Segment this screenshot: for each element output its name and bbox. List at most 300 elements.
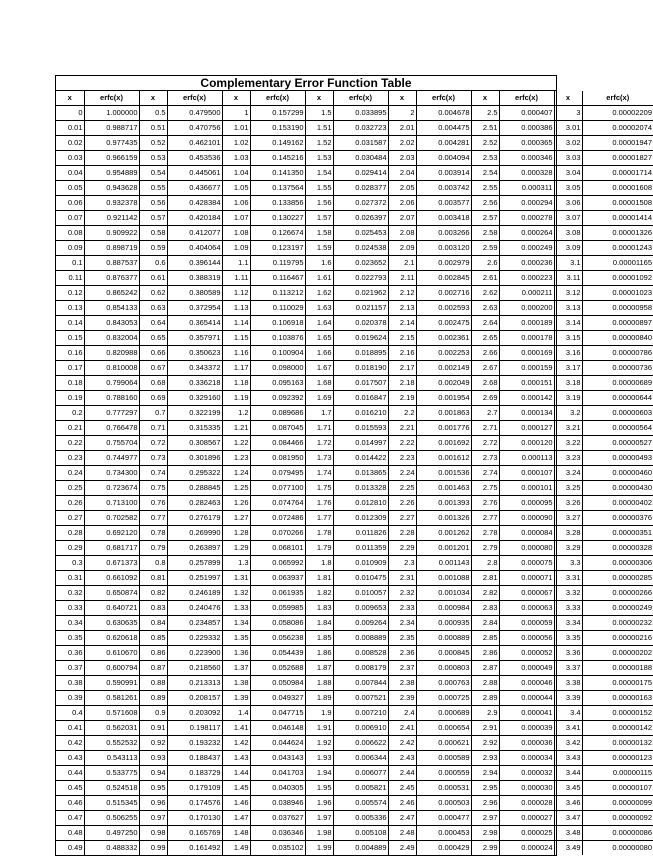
x-cell: 1.96 [305,796,333,811]
x-cell: 2.5 [471,106,499,121]
erfc-value-cell: 0.188437 [167,751,222,766]
x-cell: 3.43 [554,751,582,766]
x-cell: 2.16 [388,346,416,361]
x-cell: 1.44 [222,766,250,781]
table-row [56,841,653,856]
x-cell: 0.36 [56,646,84,661]
erfc-value-cell: 0.001776 [416,421,471,436]
x-cell: 0.24 [56,466,84,481]
x-cell: 0.18 [56,376,84,391]
table-row [56,421,653,436]
erfc-value-cell: 0.00000107 [582,781,653,796]
x-cell: 1.03 [222,151,250,166]
x-cell: 3.34 [554,616,582,631]
erfc-value-cell: 0.000725 [416,691,471,706]
x-cell: 2.06 [388,196,416,211]
erfc-value-cell: 0.021157 [333,301,388,316]
erfc-value-cell: 0.037627 [250,811,305,826]
x-cell: 2.88 [471,676,499,691]
erfc-value-cell: 0.001201 [416,541,471,556]
x-cell: 1.6 [305,256,333,271]
erfc-value-cell: 0.018895 [333,346,388,361]
erfc-value-cell: 0.038946 [250,796,305,811]
erfc-value-cell: 0.027372 [333,196,388,211]
erfc-value-cell: 0.002149 [416,361,471,376]
x-cell: 0.41 [56,721,84,736]
table-row [56,481,653,496]
erfc-value-cell: 0.966159 [84,151,139,166]
x-cell: 1.09 [222,241,250,256]
erfc-value-cell: 0.932378 [84,196,139,211]
erfc-value-cell: 0.876377 [84,271,139,286]
erfc-value-cell: 0.022793 [333,271,388,286]
x-cell: 1.54 [305,166,333,181]
x-cell: 1.59 [305,241,333,256]
table-row [56,496,653,511]
erfc-value-cell: 0.161492 [167,841,222,856]
x-cell: 2.44 [388,766,416,781]
x-cell: 2.15 [388,331,416,346]
erfc-value-cell: 0.056238 [250,631,305,646]
x-cell: 1.55 [305,181,333,196]
x-cell: 2.61 [471,271,499,286]
x-cell: 2.9 [471,706,499,721]
erfc-value-cell: 0.810008 [84,361,139,376]
erfc-value-cell: 0.001692 [416,436,471,451]
x-cell: 0.86 [139,646,167,661]
x-cell: 2.85 [471,631,499,646]
erfc-value-cell: 0.002049 [416,376,471,391]
erfc-value-cell: 0.388319 [167,271,222,286]
erfc-value-cell: 0.000151 [499,376,554,391]
erfc-value-cell: 0.000127 [499,421,554,436]
erfc-value-cell: 0.00000603 [582,406,653,421]
x-cell: 1.04 [222,166,250,181]
x-cell: 2.75 [471,481,499,496]
x-cell: 2.27 [388,511,416,526]
erfc-value-cell: 0.087045 [250,421,305,436]
erfc-value-cell: 0.766478 [84,421,139,436]
erfc-value-cell: 0.00000493 [582,451,653,466]
erfc-value-cell: 0.046148 [250,721,305,736]
x-cell: 0.56 [139,196,167,211]
x-cell: 0.13 [56,301,84,316]
erfc-value-cell: 0.00000430 [582,481,653,496]
column-header-erfc: erfc(x) [582,91,653,106]
x-cell: 1.06 [222,196,250,211]
erfc-value-cell: 0.00000564 [582,421,653,436]
x-cell: 2.99 [471,841,499,856]
x-cell: 2.04 [388,166,416,181]
erfc-value-cell: 0.640721 [84,601,139,616]
x-cell: 2.02 [388,136,416,151]
x-cell: 2.59 [471,241,499,256]
x-cell: 0.5 [139,106,167,121]
x-cell: 3.4 [554,706,582,721]
x-cell: 0.31 [56,571,84,586]
erfc-value-cell: 0.003742 [416,181,471,196]
x-cell: 2.97 [471,811,499,826]
erfc-value-cell: 0.065992 [250,556,305,571]
x-cell: 3.36 [554,646,582,661]
x-cell: 1.37 [222,661,250,676]
x-cell: 0.35 [56,631,84,646]
x-cell: 0.88 [139,676,167,691]
x-cell: 1.93 [305,751,333,766]
erfc-value-cell: 0.002475 [416,316,471,331]
erfc-value-cell: 0.350623 [167,346,222,361]
erfc-value-cell: 0.183729 [167,766,222,781]
x-cell: 1.62 [305,286,333,301]
x-cell: 2.79 [471,541,499,556]
erfc-value-cell: 0.552532 [84,736,139,751]
erfc-value-cell: 0.000034 [499,751,554,766]
erfc-value-cell: 0.00000306 [582,556,653,571]
erfc-value-cell: 0.130227 [250,211,305,226]
erfc-value-cell: 0.315335 [167,421,222,436]
x-cell: 0.75 [139,481,167,496]
erfc-value-cell: 0.357971 [167,331,222,346]
erfc-value-cell: 0.009264 [333,616,388,631]
x-cell: 1.29 [222,541,250,556]
x-cell: 3.06 [554,196,582,211]
erfc-value-cell: 0.000346 [499,151,554,166]
x-cell: 1.71 [305,421,333,436]
x-cell: 1.02 [222,136,250,151]
x-cell: 2.78 [471,526,499,541]
x-cell: 2.91 [471,721,499,736]
x-cell: 0.09 [56,241,84,256]
x-cell: 1.52 [305,136,333,151]
table-row [56,526,653,541]
erfc-value-cell: 0.001143 [416,556,471,571]
x-cell: 1.1 [222,256,250,271]
x-cell: 0.68 [139,376,167,391]
erfc-value-cell: 0.077100 [250,481,305,496]
x-cell: 2.63 [471,301,499,316]
erfc-value-cell: 0.000063 [499,601,554,616]
erfc-value-cell: 0.103876 [250,331,305,346]
x-cell: 0.11 [56,271,84,286]
x-cell: 1.99 [305,841,333,856]
erfc-value-cell: 0.000036 [499,736,554,751]
erfc-value-cell: 0.003120 [416,241,471,256]
x-cell: 0.87 [139,661,167,676]
erfc-value-cell: 0.002593 [416,301,471,316]
erfc-value-cell: 0.832004 [84,331,139,346]
x-cell: 2.41 [388,721,416,736]
x-cell: 1.63 [305,301,333,316]
x-cell: 3.04 [554,166,582,181]
table-row [56,736,653,751]
table-row [56,706,653,721]
x-cell: 0.71 [139,421,167,436]
erfc-value-cell: 0.000056 [499,631,554,646]
erfc-value-cell: 0.016847 [333,391,388,406]
x-cell: 2.36 [388,646,416,661]
x-cell: 1.4 [222,706,250,721]
x-cell: 2.1 [388,256,416,271]
erfc-value-cell: 0.479500 [167,106,222,121]
table-row [56,511,653,526]
erfc-value-cell: 0.470756 [167,121,222,136]
erfc-value-cell: 0.820988 [84,346,139,361]
x-cell: 3.17 [554,361,582,376]
erfc-value-cell: 0.921142 [84,211,139,226]
erfc-value-cell: 0.010909 [333,556,388,571]
x-cell: 2.55 [471,181,499,196]
x-cell: 1.68 [305,376,333,391]
erfc-value-cell: 0.671373 [84,556,139,571]
erfc-value-cell: 0.650874 [84,586,139,601]
x-cell: 1.15 [222,331,250,346]
table-row [56,796,653,811]
erfc-value-cell: 0.00001243 [582,241,653,256]
x-cell: 2.67 [471,361,499,376]
x-cell: 2.64 [471,316,499,331]
table-row [56,121,653,136]
x-cell: 0.22 [56,436,84,451]
erfc-value-cell: 0.00000689 [582,376,653,391]
erfc-value-cell: 0.025453 [333,226,388,241]
erfc-value-cell: 0.008179 [333,661,388,676]
erfc-value-cell: 0.000067 [499,586,554,601]
erfc-value-cell: 0.412077 [167,226,222,241]
x-cell: 0.67 [139,361,167,376]
x-cell: 3.03 [554,151,582,166]
erfc-value-cell: 0.000032 [499,766,554,781]
x-cell: 0.01 [56,121,84,136]
erfc-value-cell: 0.113212 [250,286,305,301]
x-cell: 0.55 [139,181,167,196]
erfc-value-cell: 0.017507 [333,376,388,391]
erfc-value-cell: 0.015593 [333,421,388,436]
x-cell: 0.16 [56,346,84,361]
table-row [56,316,653,331]
erfc-value-cell: 0.001326 [416,511,471,526]
erfc-value-cell: 0.00000202 [582,646,653,661]
erfc-value-cell: 0.661092 [84,571,139,586]
column-header-x: x [56,91,84,106]
x-cell: 0.21 [56,421,84,436]
x-cell: 1.36 [222,646,250,661]
erfc-value-cell: 0.282463 [167,496,222,511]
erfc-value-cell: 0.00001092 [582,271,653,286]
x-cell: 1.95 [305,781,333,796]
x-cell: 3.05 [554,181,582,196]
x-cell: 3.14 [554,316,582,331]
erfc-value-cell: 0.453536 [167,151,222,166]
erfc-value-cell: 0.059985 [250,601,305,616]
x-cell: 2.92 [471,736,499,751]
erfc-value-cell: 0.000689 [416,706,471,721]
erfc-value-cell: 0.052688 [250,661,305,676]
x-cell: 0.49 [56,841,84,856]
erfc-value-cell: 0.000236 [499,256,554,271]
x-cell: 1.3 [222,556,250,571]
erfc-value-cell: 0.003577 [416,196,471,211]
x-cell: 2.84 [471,616,499,631]
x-cell: 2.28 [388,526,416,541]
x-cell: 0.57 [139,211,167,226]
x-cell: 2.12 [388,286,416,301]
erfc-value-cell: 0.734300 [84,466,139,481]
table-row [56,136,653,151]
table-row [56,781,653,796]
erfc-value-cell: 0.000200 [499,301,554,316]
erfc-value-cell: 0.000113 [499,451,554,466]
table-row [56,661,653,676]
x-cell: 2.43 [388,751,416,766]
erfc-value-cell: 0.000803 [416,661,471,676]
erfc-value-cell: 0.00000840 [582,331,653,346]
erfc-value-cell: 0.00000376 [582,511,653,526]
table-row [56,676,653,691]
column-header-x: x [222,91,250,106]
erfc-value-cell: 0.692120 [84,526,139,541]
erfc-value-cell: 0.000621 [416,736,471,751]
x-cell: 0.96 [139,796,167,811]
x-cell: 0.97 [139,811,167,826]
x-cell: 1.19 [222,391,250,406]
erfc-value-cell: 0.058086 [250,616,305,631]
table-row [56,406,653,421]
erfc-table [56,91,653,855]
erfc-value-cell: 0.004475 [416,121,471,136]
erfc-value-cell: 0.777297 [84,406,139,421]
table-row [56,571,653,586]
erfc-value-cell: 0.070266 [250,526,305,541]
table-row [56,301,653,316]
erfc-value-cell: 0.269990 [167,526,222,541]
erfc-value-cell: 0.008528 [333,646,388,661]
erfc-value-cell: 0.898719 [84,241,139,256]
erfc-value-cell: 0.00000897 [582,316,653,331]
table-row [56,241,653,256]
x-cell: 2.3 [388,556,416,571]
erfc-value-cell: 0.00000736 [582,361,653,376]
x-cell: 1.51 [305,121,333,136]
x-cell: 2.26 [388,496,416,511]
x-cell: 1.67 [305,361,333,376]
erfc-value-cell: 0.288845 [167,481,222,496]
erfc-value-cell: 0.00001947 [582,136,653,151]
erfc-value-cell: 0.133856 [250,196,305,211]
x-cell: 1.89 [305,691,333,706]
x-cell: 3.02 [554,136,582,151]
table-row [56,286,653,301]
x-cell: 2.01 [388,121,416,136]
x-cell: 3.41 [554,721,582,736]
x-cell: 1.53 [305,151,333,166]
erfc-value-cell: 0.011826 [333,526,388,541]
erfc-value-cell: 0.000845 [416,646,471,661]
x-cell: 0.3 [56,556,84,571]
x-cell: 1.11 [222,271,250,286]
erfc-value-cell: 0.000080 [499,541,554,556]
erfc-value-cell: 0.428384 [167,196,222,211]
erfc-value-cell: 0.000249 [499,241,554,256]
column-header-erfc: erfc(x) [84,91,139,106]
x-cell: 2.66 [471,346,499,361]
erfc-value-cell: 0.562031 [84,721,139,736]
erfc-value-cell: 0.445061 [167,166,222,181]
erfc-value-cell: 0.023652 [333,256,388,271]
x-cell: 0.54 [139,166,167,181]
erfc-value-cell: 0.174576 [167,796,222,811]
x-cell: 3.12 [554,286,582,301]
erfc-value-cell: 0.000477 [416,811,471,826]
erfc-value-cell: 0.014422 [333,451,388,466]
x-cell: 0.92 [139,736,167,751]
x-cell: 2.58 [471,226,499,241]
erfc-value-cell: 0.000095 [499,496,554,511]
x-cell: 0.58 [139,226,167,241]
x-cell: 2.24 [388,466,416,481]
x-cell: 2.31 [388,571,416,586]
x-cell: 1.43 [222,751,250,766]
table-row [56,346,653,361]
x-cell: 2.51 [471,121,499,136]
erfc-value-cell: 0.002716 [416,286,471,301]
x-cell: 0.79 [139,541,167,556]
x-cell: 2.57 [471,211,499,226]
table-row [56,331,653,346]
x-cell: 1.08 [222,226,250,241]
erfc-value-cell: 0.012810 [333,496,388,511]
erfc-value-cell: 0.00001827 [582,151,653,166]
x-cell: 3.32 [554,586,582,601]
x-cell: 1.77 [305,511,333,526]
x-cell: 0.43 [56,751,84,766]
x-cell: 2.35 [388,631,416,646]
erfc-value-cell: 0.887537 [84,256,139,271]
erfc-value-cell: 0.00001608 [582,181,653,196]
column-header-erfc: erfc(x) [250,91,305,106]
x-cell: 2.56 [471,196,499,211]
erfc-value-cell: 0.000142 [499,391,554,406]
erfc-value-cell: 0.092392 [250,391,305,406]
x-cell: 0.39 [56,691,84,706]
erfc-value-cell: 0.004281 [416,136,471,151]
x-cell: 2.32 [388,586,416,601]
erfc-value-cell: 0.126674 [250,226,305,241]
x-cell: 2.74 [471,466,499,481]
erfc-value-cell: 0.002361 [416,331,471,346]
erfc-value-cell: 0.000531 [416,781,471,796]
erfc-value-cell: 0.00000249 [582,601,653,616]
erfc-value-cell: 0.084466 [250,436,305,451]
table-row [56,151,653,166]
erfc-value-cell: 0.788160 [84,391,139,406]
x-cell: 0.1 [56,256,84,271]
erfc-value-cell: 0.263897 [167,541,222,556]
erfc-value-cell: 0.006622 [333,736,388,751]
erfc-value-cell: 0.000046 [499,676,554,691]
erfc-value-cell: 0.488332 [84,841,139,856]
erfc-value-cell: 0.001954 [416,391,471,406]
erfc-value-cell: 0.145216 [250,151,305,166]
erfc-value-cell: 0.00000152 [582,706,653,721]
x-cell: 2.17 [388,361,416,376]
x-cell: 0 [56,106,84,121]
erfc-value-cell: 0.005574 [333,796,388,811]
x-cell: 0.42 [56,736,84,751]
x-cell: 3.39 [554,691,582,706]
x-cell: 1.23 [222,451,250,466]
x-cell: 3.09 [554,241,582,256]
x-cell: 2.19 [388,391,416,406]
